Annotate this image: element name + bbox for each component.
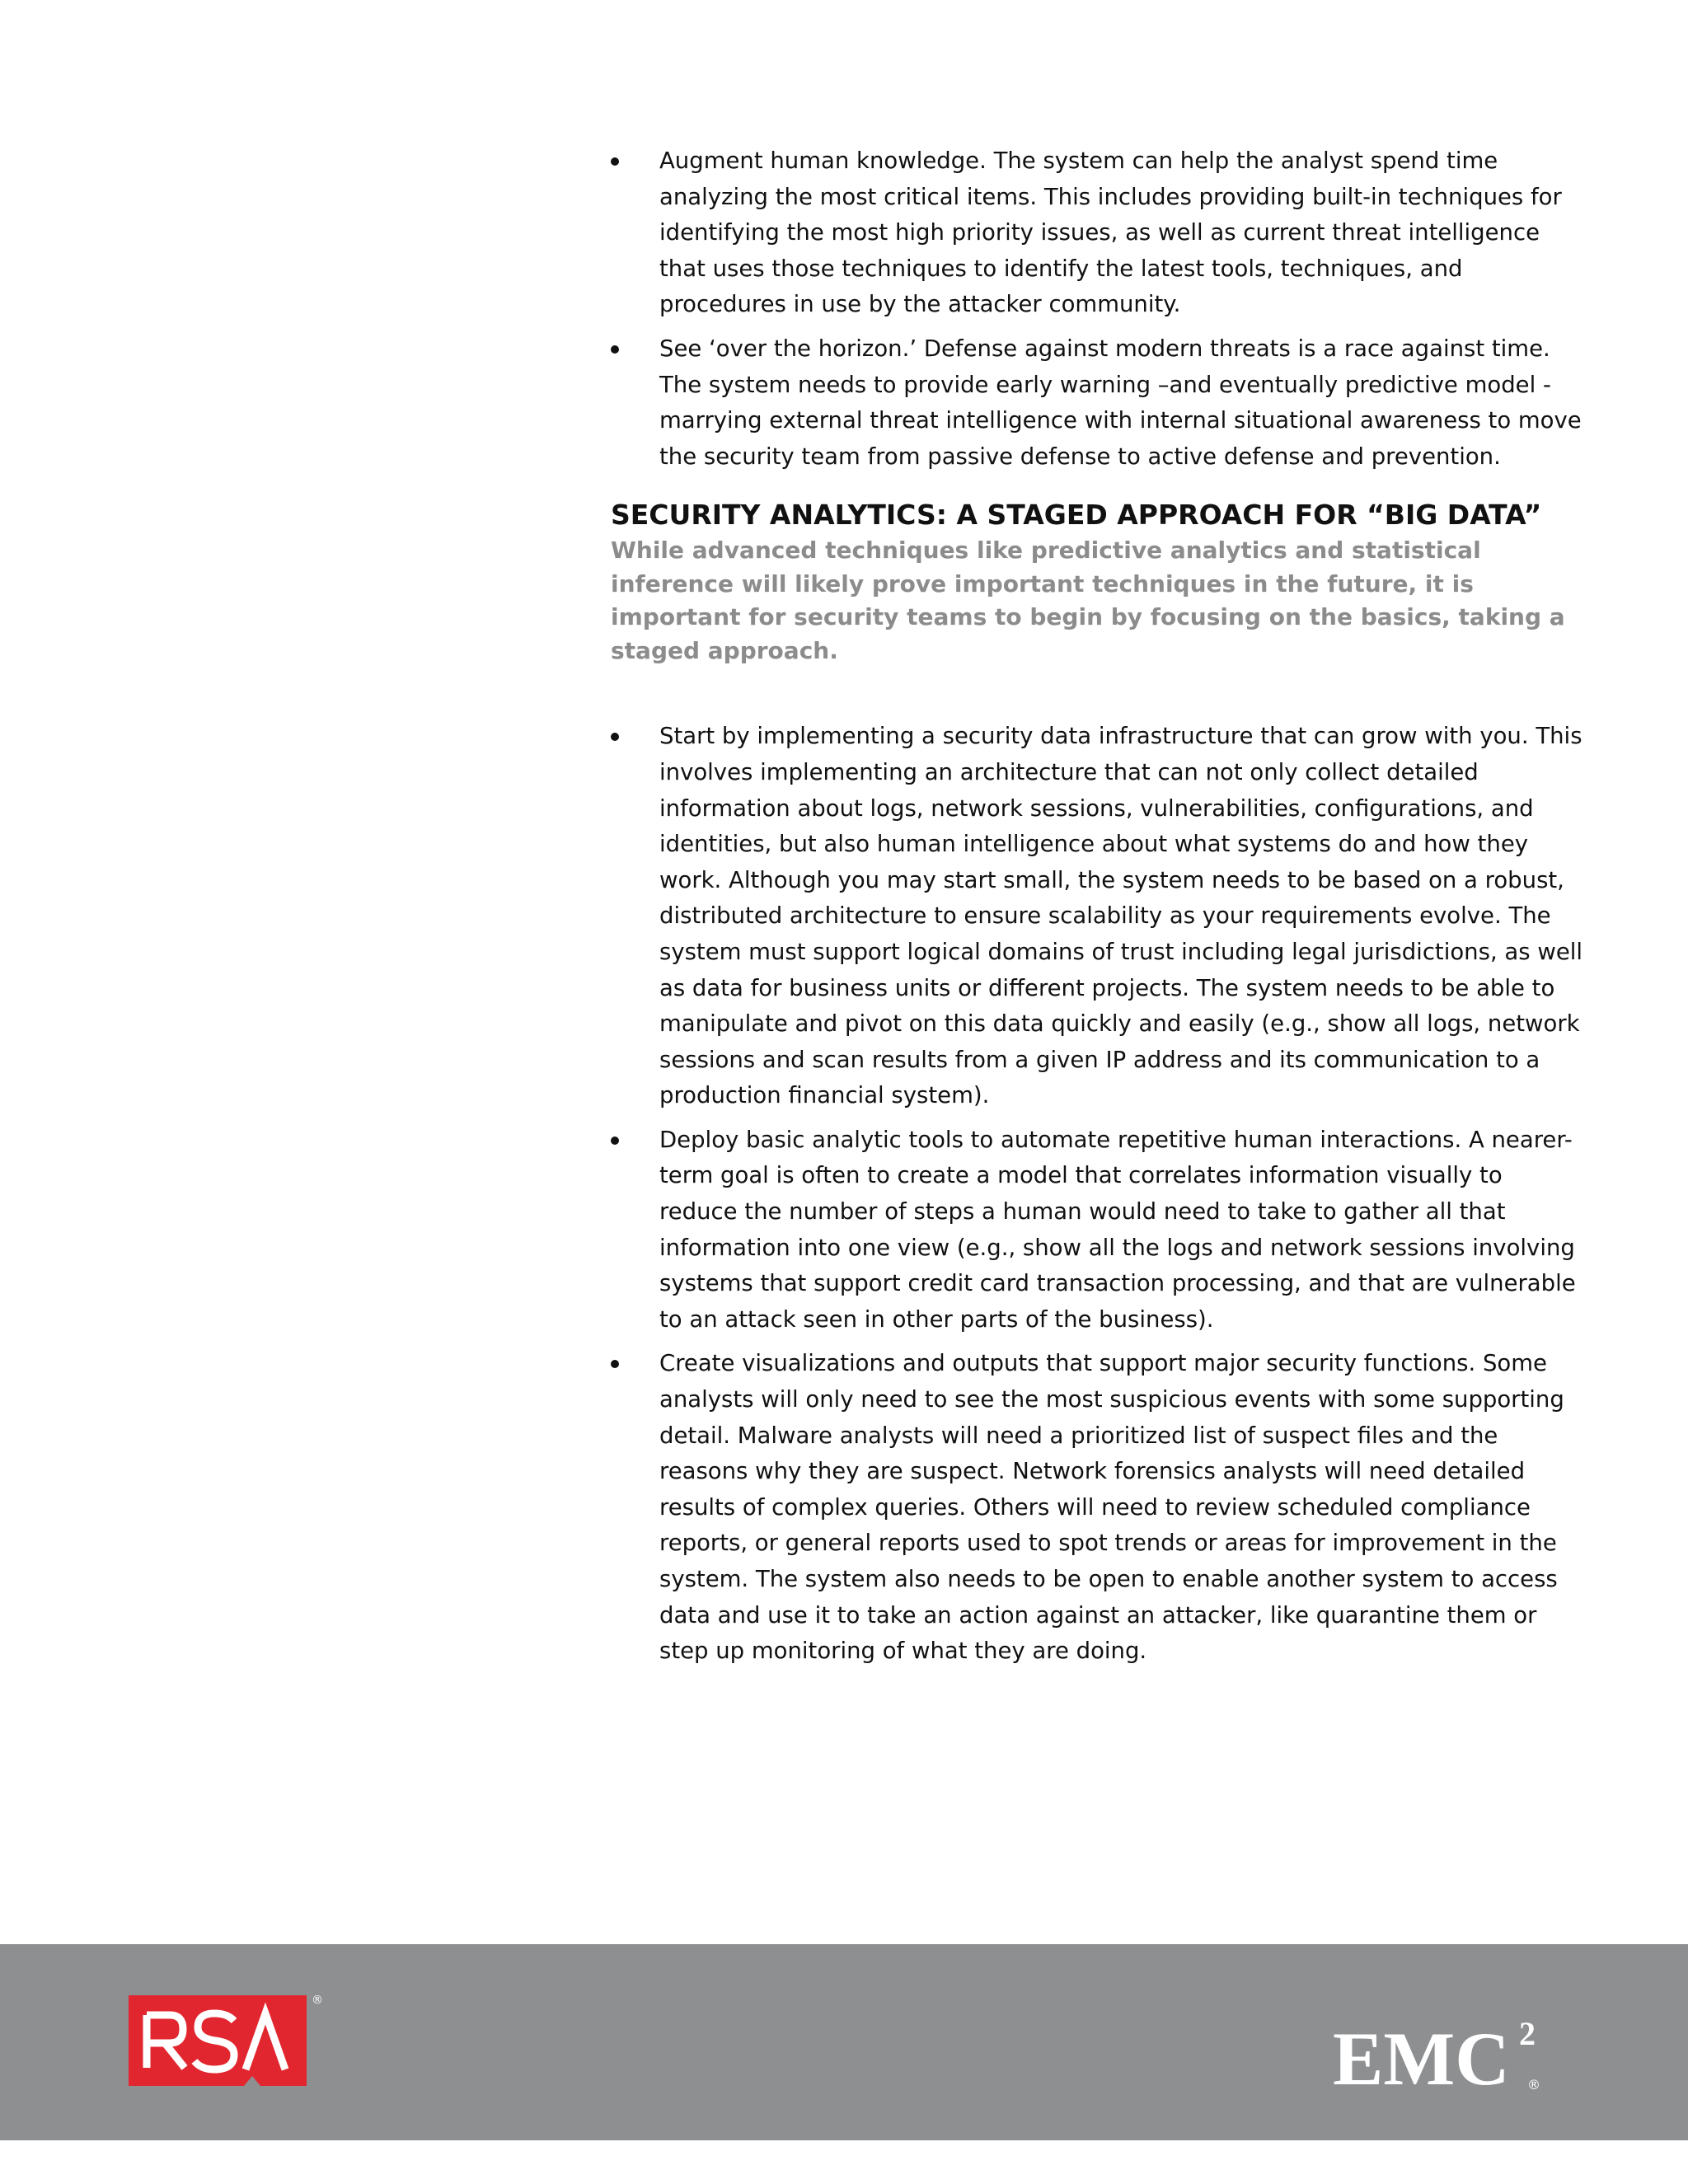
list-item-text: Augment human knowledge. The system can help the analyst spend time analyzing the most critical items. This includes providing built-in techniques for identifying the most high priority issues, as well as current threat intelligence that uses those techniques to identify the latest tools, techniques, and procedures in use by the attacker community. [659,148,1562,318]
bullet-icon [611,157,619,166]
section-heading: SECURITY ANALYTICS: A STAGED APPROACH FOR “BIG DATA” [611,499,1542,532]
list-item [611,331,1583,475]
emc-logo [1333,2010,1547,2101]
rsa-logo [129,1995,307,2086]
rsa-logo-mark [129,1995,307,2086]
list-item-text: Deploy basic analytic tools to automate repetitive human interactions. A nearer-term goal is often to create a model that correlates information visually to reduce the number of steps a human would need to take to gather all that information into one view (e.g., show all the logs and network sessions involving systems that support credit card transaction processing, and that are vulnerable to an attack seen in other parts of the business). [659,1126,1576,1333]
registered-mark: ® [312,1994,323,2007]
list-item [611,143,1583,323]
list-item [611,1122,1583,1338]
bullet-icon [611,345,619,354]
emc-wordmark: EMC [1333,2017,1510,2101]
emc-logo-mark [1333,2010,1547,2101]
bullet-list-bottom [611,719,1583,1669]
list-item [611,719,1583,1114]
list-item-text: See ‘over the horizon.’ Defense against modern threats is a race against time. The system needs to provide early warning –and eventually predictive model - marrying external threat intelligence with internal situational awareness to move the security team from passive defense to active defense and prevention. [659,335,1582,470]
list-item [611,1346,1583,1669]
list-item-text: Start by implementing a security data infrastructure that can grow with you. This involves implementing an architecture that can not only collect detailed information about logs, network sessions, vulnerabilities, configurations, and identities, but also human intelligence about what systems do and how they work. Although you may start small, the system needs to be based on a robust, distributed architecture to ensure scalability as your requirements evolve. The system must support logical domains of trust including legal jurisdictions, as well as data for business units or different projects. The system needs to be able to manipulate and pivot on this data quickly and easily (e.g., show all logs, network sessions and scan results from a given IP address and its communication to a production financial system). [659,723,1583,1109]
page-footer [0,1944,1688,2140]
bullet-icon [611,733,619,741]
section-intro: While advanced techniques like predictive analytics and statistical inference will likely prove important techniques in the future, it is important for security teams to begin by focusing on the basics, taking a staged approach. [611,537,1565,664]
emc-registered-mark: ® [1527,2077,1540,2093]
bullet-icon [611,1137,619,1145]
emc-superscript: 2 [1519,2015,1536,2052]
bullet-icon [611,1360,619,1368]
bullet-list-top [611,143,1583,475]
list-item-text: Create visualizations and outputs that support major security functions. Some analysts will only need to see the most suspicious events with some supporting detail. Malware analysts will need a prioritized list of suspect files and the reasons why they are suspect. Network forensics analysts will need detailed results of complex queries. Others will need to review scheduled compliance reports, or general reports used to spot trends or areas for improvement in the system. The system also needs to be open to enable another system to access data and use it to take an action against an attacker, like quarantine them or step up monitoring of what they are doing. [659,1350,1564,1665]
document-body [611,143,1583,1678]
